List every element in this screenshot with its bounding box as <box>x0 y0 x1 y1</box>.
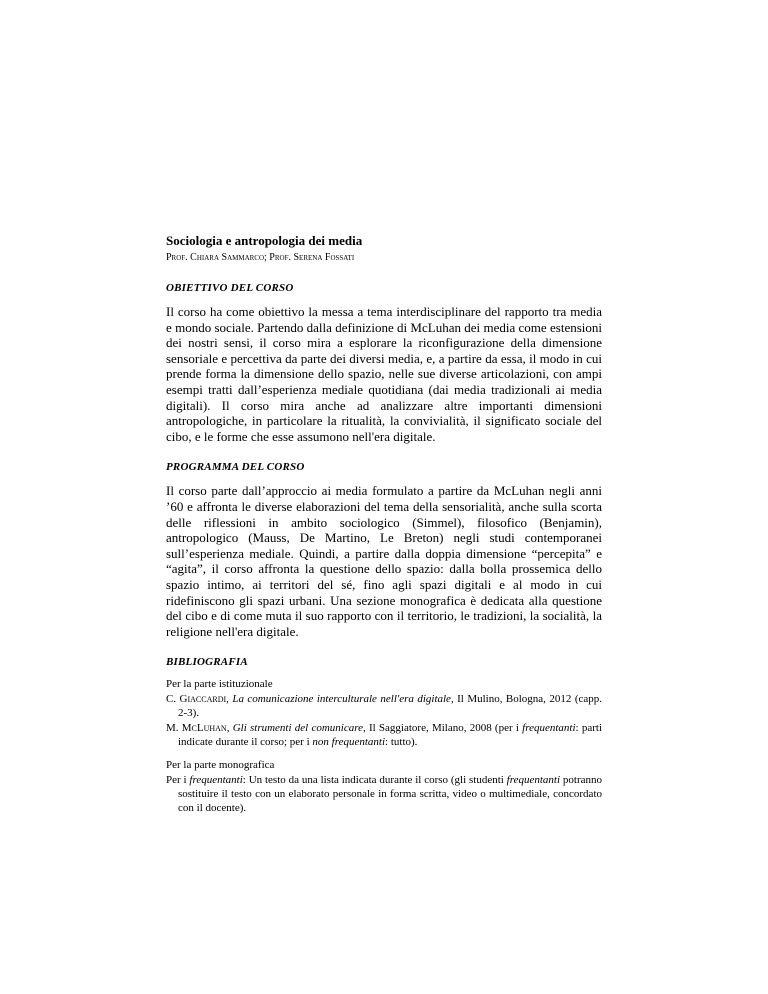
entry-details: : tutto). <box>385 736 418 749</box>
course-title: Sociologia e antropologia dei media <box>166 233 363 248</box>
entry-title: Gli strumenti del comunicare, <box>232 722 366 735</box>
course-page <box>166 233 602 815</box>
entry-frequentanti-2: frequentanti <box>506 774 561 787</box>
objective-text: Il corso ha come obiettivo la messa a tema interdisciplinare del rapporto tra media e mondo sociale. Partendo dalla definizione di McLuhan dei media come estensioni dei nostri sensi, il corso mira a esplorare la riconfigurazione della dimensione sensoriale e percettiva da parte dei diversi media, e, a partire da essa, il modo in cui prende forma la dimensione dello spazio, nelle sue diverse articolazioni, con ampi esempi tratti dall’esperienza mediale quotidiana (dai media tradizionali ai media digitali). Il corso mira anche ad analizzare altre importanti dimensioni antropologiche, in particolare la ritualità, la convivialità, il significato sociale del cibo, e le forme che esse assumono nell'era digitale. <box>166 304 602 444</box>
monographic-part-label: Per la parte monografica <box>166 759 275 772</box>
entry-text: potranno sostituire il testo con un elaborato personale in forma scritta, video o multimediale, concordato con il docente). <box>178 774 602 815</box>
institutional-part-label: Per la parte istituzionale <box>166 678 273 691</box>
entry-details: Il Mulino, Bologna, 2012 (capp. 2-3). <box>178 693 602 720</box>
program-text: Il corso parte dall’approccio ai media formulato a partire da McLuhan negli anni ’60 e affronta le diverse elaborazioni del tema della sensorialità, anche sulla scorta delle riflessioni in ambito sociologico (Simmel), filosofico (Benjamin), antropologico (Mauss, De Martino, Le Breton) negli studi contemporanei sull’esperienza mediale. Quindi, a partire dalla doppia dimensione “percepita” e “agita”, il corso affronta la questione dello spazio: dalla bolla prossemica dello spazio intimo, ai territori del sé, fino agli spazi digitali e al modo in cui ridefiniscono gli spazi urbani. Una sezione monografica è dedicata alla questione del cibo e di come muta il suo rapporto con il territorio, le tradizioni, la socialità, la religione nell'era digitale. <box>166 483 602 639</box>
entry-details: Il Saggiatore, Milano, 2008 (per i <box>365 722 523 735</box>
entry-prefix: Per i <box>166 774 190 787</box>
entry-title: La comunicazione interculturale nell'era digitale, <box>232 693 454 706</box>
entry-frequentanti: frequentanti <box>522 722 576 735</box>
entry-frequentanti: frequentanti <box>189 774 243 787</box>
entry-details: : parti indicate durante il corso; per i <box>178 722 602 749</box>
bibliography-heading: BIBLIOGRAFIA <box>166 656 248 669</box>
bibliography-entry-mcluhan <box>166 721 602 749</box>
objective-heading: OBIETTIVO DEL CORSO <box>166 282 294 294</box>
course-professors: Prof. Chiara Sammarco; Prof. Serena Fossati <box>166 252 355 263</box>
bibliography-entry-monographic <box>166 773 602 815</box>
entry-text: : Un testo da una lista indicata durante il corso (gli studenti <box>242 774 507 787</box>
program-heading: PROGRAMMA DEL CORSO <box>166 461 305 474</box>
bibliography-entry-giaccardi <box>166 692 602 720</box>
entry-author: M. McLuhan, <box>166 722 230 735</box>
entry-non-frequentanti: non frequentanti <box>312 736 386 749</box>
entry-author: C. Giaccardi, <box>166 693 229 706</box>
